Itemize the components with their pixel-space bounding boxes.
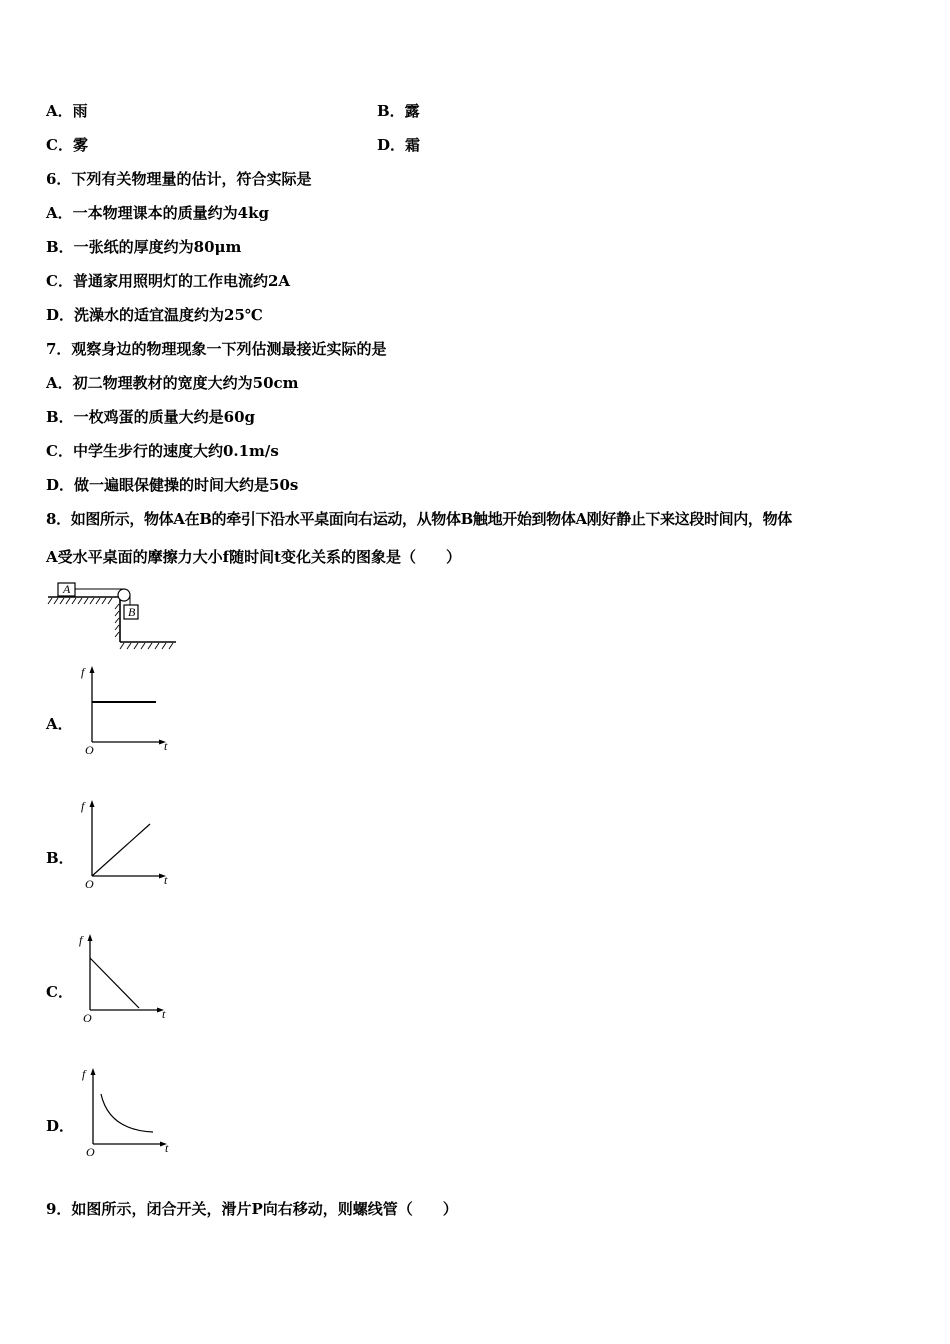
q6-stem: 6．下列有关物理量的估计，符合实际是 — [46, 170, 312, 188]
q8-graph-b — [76, 796, 174, 892]
q6-option-b: B．一张纸的厚度约为80μm — [46, 238, 242, 256]
q7-option-c: C．中学生步行的速度大约0.1m/s — [46, 442, 279, 460]
q6-option-d: D．洗澡水的适宜温度约为25℃ — [46, 306, 263, 324]
origin-label: O — [86, 1145, 95, 1159]
x-axis-label: t — [162, 1007, 166, 1021]
q8-setup-diagram — [44, 578, 180, 652]
graph-curve — [90, 958, 139, 1008]
q8-graph-a — [76, 662, 174, 758]
q7-option-a: A．初二物理教材的宽度大约为50cm — [46, 374, 299, 392]
q5-option-d: D．霜 — [377, 136, 421, 154]
q8-option-b-label: B． — [46, 849, 74, 867]
x-axis-label: t — [164, 873, 168, 887]
y-axis-label: f — [81, 799, 85, 813]
q5-option-c: C．雾 — [46, 136, 88, 154]
q8-graph-d — [77, 1064, 175, 1160]
graph-curve — [101, 1094, 153, 1132]
block-a-label: A — [63, 582, 71, 596]
graph-curve — [92, 824, 150, 876]
origin-label: O — [85, 877, 94, 891]
q8-option-c-label: C． — [46, 983, 73, 1001]
q5-option-b: B．露 — [377, 102, 420, 120]
y-axis-label: f — [81, 665, 85, 679]
q7-stem: 7．观察身边的物理现象一下列估测最接近实际的是 — [46, 340, 387, 358]
x-axis-label: t — [164, 739, 168, 753]
q7-option-d: D．做一遍眼保健操的时间大约是50s — [46, 476, 299, 494]
q8-stem-line1: 8．如图所示，物体A在B的牵引下沿水平桌面向右运动，从物体B触地开始到物体A刚好静止下来这段时间内，物体 — [46, 510, 792, 528]
block-b-label: B — [128, 605, 136, 619]
y-axis-label: f — [79, 933, 83, 947]
q7-option-b: B．一枚鸡蛋的质量大约是60g — [46, 408, 256, 426]
q8-graph-c — [74, 930, 172, 1026]
x-axis-label: t — [165, 1141, 169, 1155]
q5-option-a: A．雨 — [46, 102, 88, 120]
q6-option-c: C．普通家用照明灯的工作电流约2A — [46, 272, 291, 290]
y-axis-label: f — [82, 1067, 86, 1081]
q8-option-a-label: A． — [46, 715, 73, 733]
origin-label: O — [85, 743, 94, 757]
pulley — [118, 589, 130, 601]
q8-stem-line2: A受水平桌面的摩擦力大小f随时间t变化关系的图象是（ ） — [46, 548, 462, 566]
q6-option-a: A．一本物理课本的质量约为4kg — [46, 204, 269, 222]
q9-stem: 9．如图所示，闭合开关，滑片P向右移动，则螺线管（ ） — [46, 1200, 458, 1218]
origin-label: O — [83, 1011, 92, 1025]
q8-option-d-label: D． — [46, 1117, 75, 1135]
